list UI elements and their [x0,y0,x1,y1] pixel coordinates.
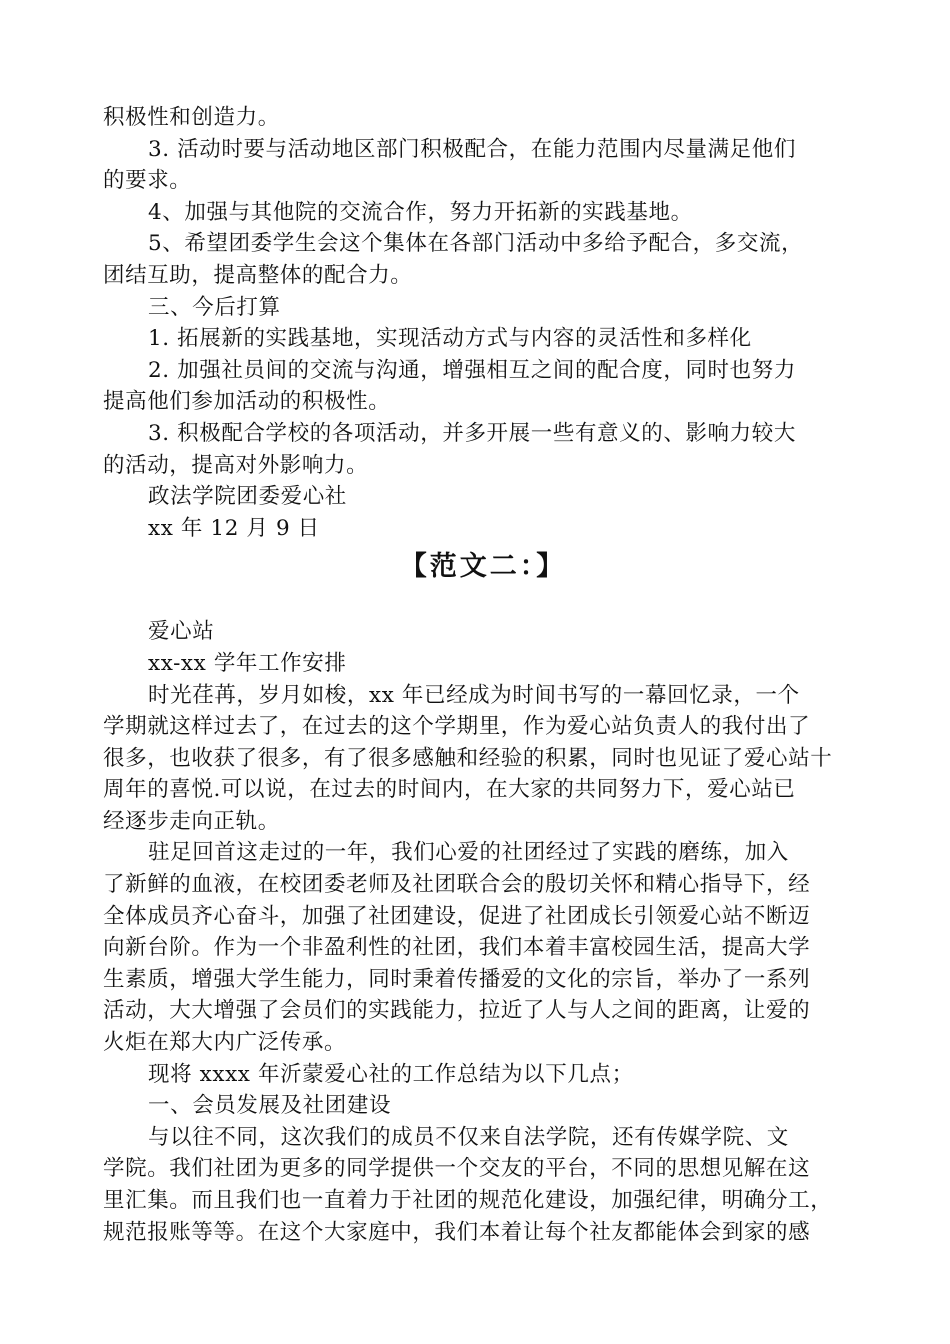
text-line: 三、今后打算 [148,294,281,320]
text-line: 一、会员发展及社团建设 [148,1093,392,1119]
text-line: 时光荏苒，岁月如梭，xx 年已经成为时间书写的一幕回忆录，一个 [148,682,800,708]
section2-paragraphs [103,680,863,1249]
text-line: 与以往不同，这次我们的成员不仅来自法学院，还有传媒学院、文 [148,1124,789,1150]
signature-date: xx 年 12 月 9 日 [148,515,320,541]
section1-paragraphs [103,102,863,481]
organization-name: 爱心站 [148,619,215,645]
text-line: 活动，大大增强了会员们的实践能力，拉近了人与人之间的距离，让爱的 [103,998,811,1024]
text-line: 学期就这样过去了，在过去的这个学期里，作为爱心站负责人的我付出了 [103,714,811,740]
signature-organization: 政法学院团委爱心社 [148,484,347,510]
text-line: 团结互助，提高整体的配合力。 [103,262,413,288]
document-subtitle: xx-xx 学年工作安排 [148,650,347,676]
text-line: 学院。我们社团为更多的同学提供一个交友的平台，不同的思想见解在这 [103,1156,811,1182]
text-line: 周年的喜悦.可以说，在过去的时间内，在大家的共同努力下，爱心站已 [103,777,796,803]
text-line: 4、加强与其他院的交流合作，努力开拓新的实践基地。 [148,199,693,225]
text-line: 经逐步走向正轨。 [103,808,280,834]
text-line: 2. 加强社员间的交流与沟通，增强相互之间的配合度，同时也努力 [148,357,796,383]
document-body [103,102,863,1248]
text-line: 3. 活动时要与活动地区部门积极配合，在能力范围内尽量满足他们 [148,136,796,162]
text-line: 1. 拓展新的实践基地，实现活动方式与内容的灵活性和多样化 [148,326,752,352]
text-line: 规范报账等等。在这个大家庭中，我们本着让每个社友都能体会到家的感 [103,1219,811,1245]
text-line: 3. 积极配合学校的各项活动，并多开展一些有意义的、影响力较大 [148,420,796,446]
text-line: 生素质，增强大学生能力，同时秉着传播爱的文化的宗旨，举办了一系列 [103,966,811,992]
text-line: 驻足回首这走过的一年，我们心爱的社团经过了实践的磨练，加入 [148,840,789,866]
text-line: 了新鲜的血液，在校团委老师及社团联合会的殷切关怀和精心指导下，经 [103,872,811,898]
text-line: 积极性和创造力。 [103,105,280,130]
text-line: 的要求。 [103,168,192,194]
text-line: 很多，也收获了很多，有了很多感触和经验的积累，同时也见证了爱心站十 [103,745,833,771]
spacer [103,604,863,616]
text-line: 5、希望团委学生会这个集体在各部门活动中多给予配合，多交流， [148,231,804,257]
text-line: 提高他们参加活动的积极性。 [103,389,391,415]
text-line: 现将 xxxx 年沂蒙爱心社的工作总结为以下几点； [148,1061,634,1087]
text-line: 向新台阶。作为一个非盈利性的社团，我们本着丰富校园生活，提高大学 [103,935,811,961]
text-line: 火炬在郑大内广泛传承。 [103,1030,347,1056]
text-line: 的活动，提高对外影响力。 [103,452,369,478]
text-line: 全体成员齐心奋斗，加强了社团建设，促进了社团成长引领爱心站不断迈 [103,903,811,929]
text-line: 里汇集。而且我们也一直着力于社团的规范化建设，加强纪律，明确分工， [103,1188,833,1213]
section-heading: 【范文二：】 [399,551,567,583]
